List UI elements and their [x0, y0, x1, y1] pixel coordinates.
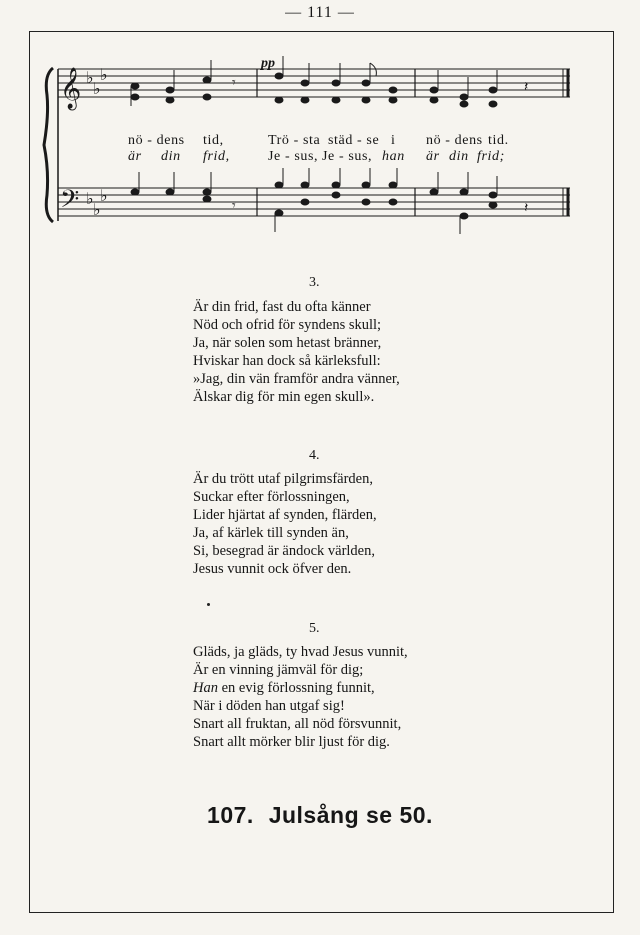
lyric-syllable: Trö - sta — [268, 133, 321, 148]
svg-text:♭: ♭ — [86, 189, 94, 208]
hymn-reference — [0, 802, 640, 829]
lyric-syllable: Je - sus, — [268, 149, 319, 164]
lyric-syllable: tid. — [488, 133, 509, 148]
lyric-syllable: i — [391, 133, 396, 148]
svg-text:♭: ♭ — [93, 200, 101, 219]
lyric-syllable: Je - sus, — [322, 149, 373, 164]
stanza — [193, 470, 377, 578]
stanza-line: Hviskar han dock så kärleksfull: — [193, 353, 381, 369]
stanza-line: Gläds, ja gläds, ty hvad Jesus vunnit, — [193, 644, 408, 660]
svg-text:𝄢: 𝄢 — [60, 185, 80, 220]
svg-text:𝄽: 𝄽 — [524, 200, 529, 216]
stanza-line: Ja, af kärlek till synden än, — [193, 525, 349, 541]
stanza-line: Är din frid, fast du ofta känner — [193, 299, 371, 315]
stanza-number: 4. — [309, 448, 320, 463]
dynamic-marking: pp — [261, 56, 275, 71]
lyric-syllable: han — [382, 149, 405, 164]
lyric-syllable: är — [426, 149, 440, 164]
stanza-line: Är en vinning jämväl för dig; — [193, 662, 364, 678]
stanza-line: Älskar dig för min egen skull». — [193, 389, 375, 405]
svg-text:𝄽: 𝄽 — [524, 79, 529, 95]
stanza-line: Suckar efter förlossningen, — [193, 489, 350, 505]
svg-text:𝄾: 𝄾 — [232, 75, 236, 91]
svg-text:♭: ♭ — [100, 186, 108, 205]
stanza-line: Han en evig förlossning funnit, — [193, 680, 375, 696]
stanza-line: Lider hjärtat af synden, flärden, — [193, 507, 377, 523]
svg-text:♭: ♭ — [93, 79, 101, 98]
stanza-line: »Jag, din vän framför andra vänner, — [193, 371, 400, 387]
stanza-number: 5. — [309, 621, 320, 636]
lyric-syllable: tid, — [203, 133, 224, 148]
lyric-syllable: din — [161, 149, 181, 164]
lyric-syllable: frid, — [203, 149, 230, 164]
stanza-line: När i döden han utgaf sig! — [193, 698, 345, 714]
hymn-title: Julsång se 50. — [268, 802, 433, 828]
lyric-syllable: din — [449, 149, 469, 164]
lyric-syllable: nö - dens — [426, 133, 483, 148]
page-number: — 111 — — [285, 4, 355, 21]
hymn-number: 107. — [207, 802, 254, 828]
svg-text:𝄞: 𝄞 — [60, 68, 82, 109]
stanza — [193, 643, 408, 751]
lyric-syllable: nö - dens — [128, 133, 185, 148]
svg-text:♭: ♭ — [86, 68, 94, 87]
lyric-syllable: är — [128, 149, 142, 164]
print-speck — [207, 603, 210, 606]
lyric-syllable: städ - se — [328, 133, 380, 148]
stanza-line: Snart all fruktan, all nöd försvunnit, — [193, 716, 402, 732]
stanza-line: Nöd och ofrid för syndens skull; — [193, 317, 382, 333]
stanza-number: 3. — [309, 275, 320, 290]
lyric-syllable: frid; — [477, 149, 505, 164]
stanza-line: Jesus vunnit ock öfver den. — [193, 561, 352, 577]
svg-text:𝄾: 𝄾 — [232, 198, 236, 214]
svg-text:♭: ♭ — [100, 65, 108, 84]
stanza-line: Snart allt mörker blir ljust för dig. — [193, 734, 390, 750]
stanza-line: Ja, när solen som hetast bränner, — [193, 335, 382, 351]
stanza-line: Är du trött utaf pilgrimsfärden, — [193, 471, 373, 487]
music-score — [0, 0, 640, 240]
stanza-line: Si, besegrad är ändock världen, — [193, 543, 375, 559]
stanza — [193, 298, 400, 406]
